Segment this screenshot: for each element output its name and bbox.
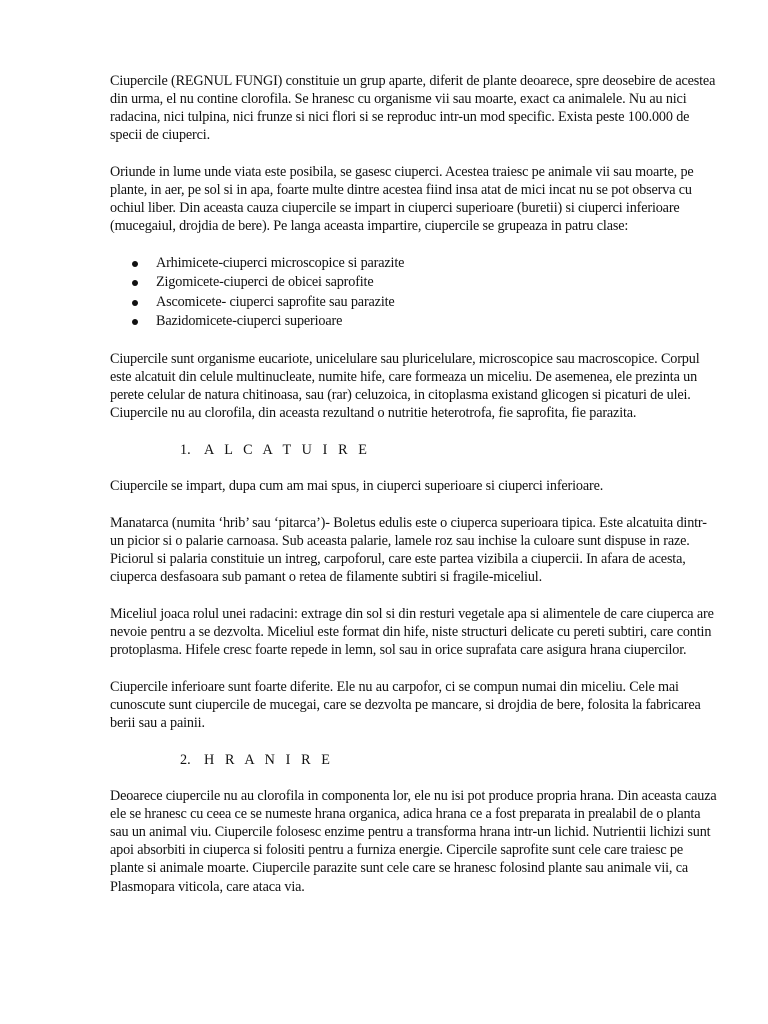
section-title: H R A N I R E	[204, 751, 334, 768]
fungi-classes-list	[110, 254, 720, 332]
alcatuire-paragraph-1: Ciupercile se impart, dupa cum am mai spus, in ciuperci superioare si ciuperci inferioare.	[110, 478, 604, 495]
intro-paragraph-2: Oriunde in lume unde viata este posibila, se gasesc ciuperci. Acestea traiesc pe animale vii sau moarte, pe plante, in aer, pe sol si in apa, foarte multe dintre acestea fiind insa atat de mici incat nu se pot observa cu ochiul liber. Din aceasta cauza ciupercile se impart in ciuperci superioare (buretii) si ciuperci inferioare (mucegaiul, drojdia de bere). Pe langa aceasta impartire, ciupercile se grupeaza in patru clase:	[110, 163, 694, 235]
bullet-icon	[132, 261, 138, 267]
alcatuire-paragraph-2: Manatarca (numita ‘hrib’ sau ‘pitarca’)- Boletus edulis este o ciuperca superioara tipica. Este alcatuita dintr-un picior si o palarie carnoasa. Sub aceasta palarie, lamele roz sau inchise la culoare sunt dispuse in raze. Piciorul si palaria constituie un intreg, carpoforul, care este partea vizibila a ciupercii. In afara de acesta, ciuperca desfasoara sub pamant o retea de filamente subtiri si fragile-miceliul.	[110, 514, 707, 586]
section-heading-alcatuire	[110, 441, 720, 459]
list-item	[110, 312, 720, 331]
list-item-text: Arhimicete-ciuperci microscopice si parazite	[156, 254, 405, 271]
bullet-icon	[132, 280, 138, 286]
list-item-text: Zigomicete-ciuperci de obicei saprofite	[156, 274, 374, 291]
section-heading-hranire	[110, 751, 720, 769]
intro-paragraph-1: Ciupercile (REGNUL FUNGI) constituie un grup aparte, diferit de plante deoarece, spre deosebire de acestea din urma, el nu contine clorofila. Se hranesc cu organisme vii sau moarte, exact ca animalele. Nu au nici radacina, nici tulpina, nici frunze si nici flori si se reproduc intr-un mod specific. Exista peste 100.000 de specii de ciuperci.	[110, 73, 716, 144]
alcatuire-paragraph-4: Ciupercile inferioare sunt foarte diferite. Ele nu au carpofor, ci se compun numai din miceliu. Cele mai cunoscute sunt ciupercile de mucegai, care se dezvolta pe mancare, si drojdia de bere, folosita la fabricarea berii sau a painii.	[110, 678, 701, 731]
list-item-text: Bazidomicete-ciuperci superioare	[156, 313, 343, 330]
bullet-icon	[132, 319, 138, 325]
section-number: 1.	[180, 441, 191, 458]
hranire-paragraph-1: Deoarece ciupercile nu au clorofila in componenta lor, ele nu isi pot produce propria hrana. Din aceasta cauza ele se hranesc cu ceea ce se numeste hrana organica, adica hrana ce a fost preparata in prealabil de o planta sau un animal viu. Ciupercile folosesc enzime pentru a transforma hrana intr-un lichid. Nutrientii lichizi sunt apoi absorbiti in ciuperca si folositi pentru a furniza energie. Cipercile saprofite sunt cele care traiesc pe plante si animale moarte. Ciupercile parazite sunt cele care se hranesc folosind plante sau animale vii, ca Plasmopara viticola, care ataca via.	[110, 788, 717, 895]
document-page	[110, 72, 720, 914]
list-item	[110, 293, 720, 312]
list-item-text: Ascomicete- ciuperci saprofite sau parazite	[156, 293, 395, 310]
alcatuire-paragraph-3: Miceliul joaca rolul unei radacini: extrage din sol si din resturi vegetale apa si alimentele de care ciuperca are nevoie pentru a se dezvolta. Miceliul este format din hife, niste structuri delicate cu pereti subtiri, care contin protoplasma. Hifele cresc foarte repede in lemn, sol sau in orice suprafata care asigura hrana ciupercilor.	[110, 605, 714, 659]
description-paragraph: Ciupercile sunt organisme eucariote, unicelulare sau pluricelulare, microscopice sau macroscopice. Corpul este alcatuit din celule multinucleate, numite hife, care formeaza un miceliu. De asemenea, ele prezinta un perete celular de natura chitinoasa, sau (rar) celuzoica, in citoplasma existand glicogen si picaturi de ulei. Ciupercile nu au clorofila, din aceasta rezultand o nutritie heterotrofa, fie saprofita, fie parazita.	[110, 350, 700, 422]
section-title: A L C A T U I R E	[204, 441, 371, 458]
section-number: 2.	[180, 751, 191, 768]
bullet-icon	[132, 300, 138, 306]
list-item	[110, 273, 720, 292]
list-item	[110, 254, 720, 273]
